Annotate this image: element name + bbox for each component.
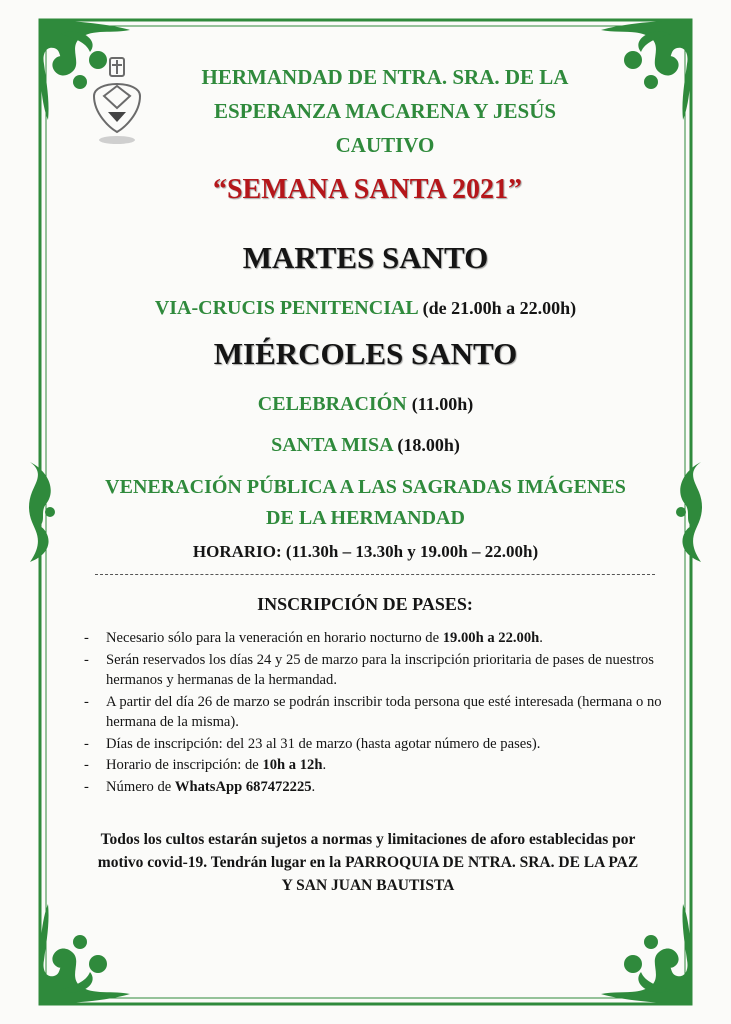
list-bullet: -	[84, 651, 89, 668]
santa-misa-time: (18.00h)	[397, 435, 460, 455]
list-bullet: -	[84, 757, 89, 773]
horario-value: (11.30h – 13.30h y 19.00h – 22.00h)	[285, 542, 539, 561]
inscripcion-item-bold: 19.00h a 22.00h	[442, 630, 540, 646]
hermandad-title	[150, 60, 620, 162]
inscripcion-item-bold: WhatsApp 687472225	[174, 778, 312, 795]
veneracion-text	[40, 472, 691, 534]
inscripcion-item-after: .	[539, 630, 543, 646]
inscripcion-item-after: .	[322, 757, 327, 773]
hermandad-emblem-icon	[86, 56, 148, 148]
inscripcion-item-text: Horario de inscripción: de	[106, 757, 263, 773]
via-crucis-row	[40, 297, 691, 320]
list-bullet: -	[84, 778, 89, 795]
inscripcion-item	[80, 692, 690, 733]
inscripcion-item	[80, 628, 690, 649]
celebracion-name: CELEBRACIÓN	[257, 393, 407, 415]
inscripcion-item	[80, 734, 690, 755]
hermandad-title-line1: HERMANDAD DE NTRA. SRA. DE LA	[201, 65, 569, 89]
footer-line3: Y SAN JUAN BAUTISTA	[281, 877, 455, 894]
inscripcion-item-text: Número de	[106, 778, 175, 795]
inscripcion-item-text: Serán reservados los días 24 y 25 de marzo para la inscripción prioritaria de pases de nuestros hermanos y hermanas de la hermandad.	[106, 651, 654, 688]
celebracion-row	[40, 393, 691, 416]
inscripcion-item	[80, 650, 690, 691]
list-bullet: -	[84, 630, 89, 646]
inscripcion-item	[80, 755, 690, 776]
hermandad-title-line3: CAUTIVO	[335, 133, 435, 157]
celebracion-time: (11.00h)	[411, 394, 474, 414]
inscripcion-title: INSCRIPCIÓN DE PASES:	[257, 594, 473, 614]
list-bullet: -	[84, 735, 89, 752]
veneracion-line2: DE LA HERMANDAD	[266, 507, 465, 529]
miercoles-santo-heading: MIÉRCOLES SANTO	[213, 336, 518, 371]
inscripcion-list	[80, 628, 690, 798]
section-divider	[95, 574, 655, 575]
footer-line1: Todos los cultos estarán sujetos a normas y limitaciones de aforo establecidas por	[100, 831, 636, 848]
via-crucis-time: (de 21.00h a 22.00h)	[422, 298, 577, 318]
footer-note	[55, 828, 681, 897]
santa-misa-row	[40, 434, 691, 457]
martes-santo-heading: MARTES SANTO	[242, 240, 489, 275]
inscripcion-item-after: .	[311, 778, 316, 795]
horario-label: HORARIO:	[192, 542, 282, 561]
veneracion-line1: VENERACIÓN PÚBLICA A LAS SAGRADAS IMÁGENES	[105, 476, 626, 498]
inscripcion-item	[80, 777, 690, 798]
inscripcion-item-bold: 10h a 12h	[262, 757, 323, 773]
inscripcion-item-text: Necesario sólo para la veneración en horario nocturno de	[106, 630, 443, 646]
via-crucis-name: VIA-CRUCIS PENITENCIAL	[154, 297, 418, 319]
footer-line2: motivo covid-19. Tendrán lugar en la PARROQUIA DE NTRA. SRA. DE LA PAZ	[97, 854, 639, 871]
santa-misa-name: SANTA MISA	[271, 434, 393, 456]
inscripcion-item-text: A partir del día 26 de marzo se podrán inscribir toda persona que esté interesada (hermana o no hermana de la misma).	[106, 693, 662, 730]
inscripcion-item-text: Días de inscripción: del 23 al 31 de marzo (hasta agotar número de pases).	[106, 735, 541, 752]
hermandad-title-line2: ESPERANZA MACARENA Y JESÚS	[213, 99, 557, 123]
list-bullet: -	[84, 693, 89, 710]
event-title: “SEMANA SANTA 2021”	[212, 174, 523, 205]
horario-row	[40, 542, 691, 562]
